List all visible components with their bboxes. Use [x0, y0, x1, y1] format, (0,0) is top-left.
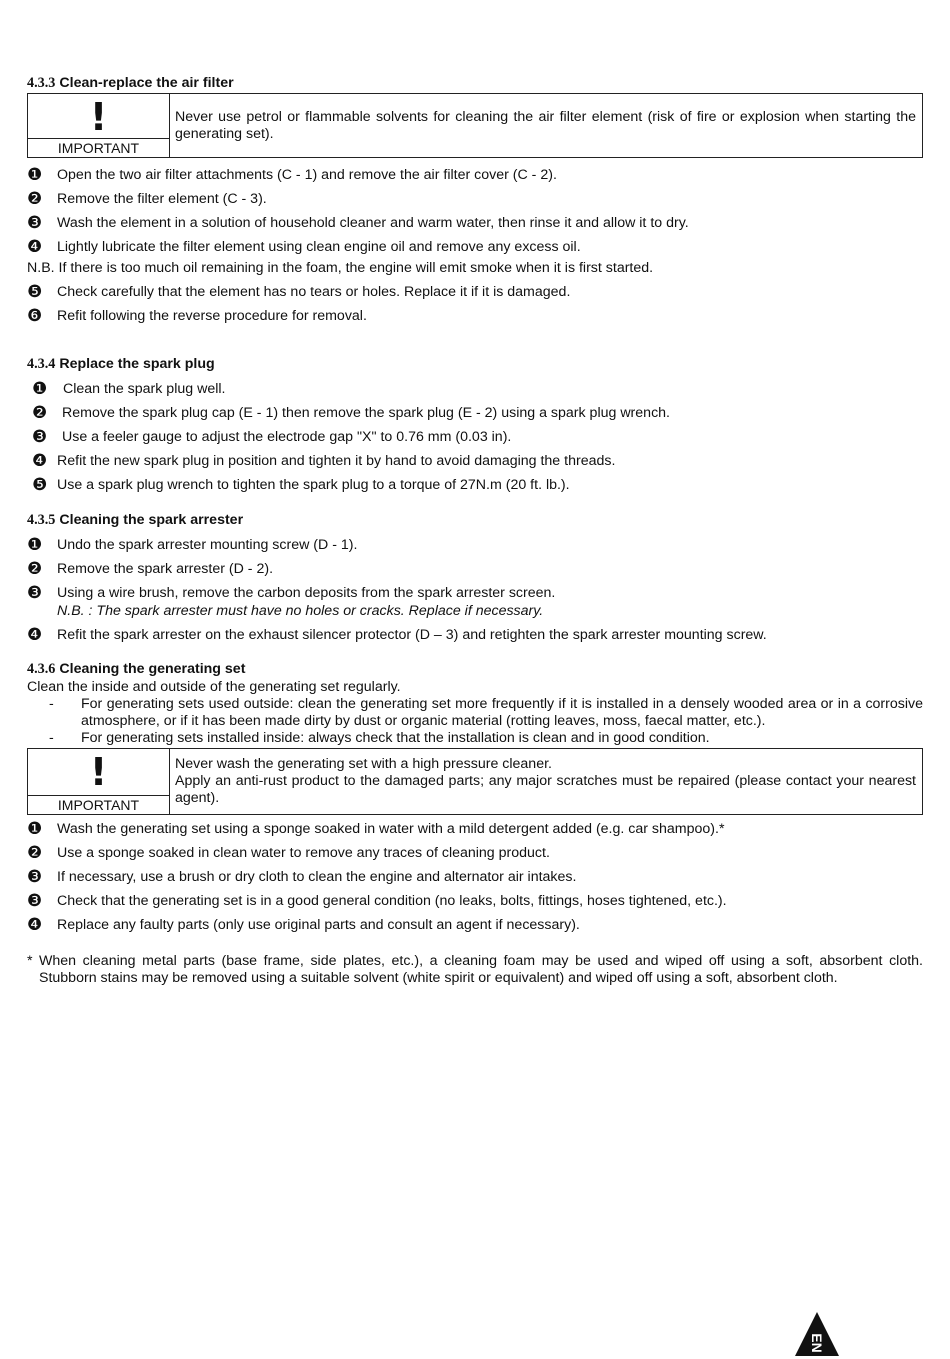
step-text: Use a feeler gauge to adjust the electrode gap "X" to 0.76 mm (0.03 in).	[62, 429, 512, 445]
language-badge-icon	[793, 1310, 841, 1358]
step-number-icon: ❹	[27, 237, 43, 257]
step-item	[27, 283, 923, 307]
step-text: Clean the spark plug well.	[63, 381, 226, 397]
step-text: Remove the spark plug cap (E - 1) then remove the spark plug (E - 2) using a spark plug wrench.	[62, 405, 670, 421]
section-body-4-3-6	[27, 679, 923, 747]
step-number-icon: ❸	[32, 427, 48, 447]
step-number-icon: ❶	[27, 819, 43, 839]
step-text: If necessary, use a brush or dry cloth to clean the engine and alternator air intakes.	[57, 869, 577, 885]
step-text: Refit the new spark plug in position and tighten it by hand to avoid damaging the threads.	[57, 453, 616, 469]
step-item	[27, 214, 923, 238]
note-text: N.B. : The spark arrester must have no holes or cracks. Replace if necessary.	[57, 603, 544, 619]
step-text: Check that the generating set is in a good general condition (no leaks, bolts, fittings, hoses tightened, etc.).	[57, 893, 727, 909]
step-text: Replace any faulty parts (only use original parts and consult an agent if necessary).	[57, 917, 580, 933]
step-number-icon: ❺	[27, 282, 43, 302]
section-number: 4.3.4	[27, 356, 56, 372]
step-text: Undo the spark arrester mounting screw (D - 1).	[57, 537, 358, 553]
step-item	[27, 476, 923, 500]
step-text: Refit following the reverse procedure for removal.	[57, 308, 367, 324]
section-title: Cleaning the generating set	[59, 661, 246, 677]
steps-list-4-3-3	[27, 166, 923, 331]
exclamation-icon: !	[89, 95, 108, 139]
step-item	[27, 892, 923, 916]
section-number: 4.3.6	[27, 661, 56, 677]
step-number-icon: ❸	[27, 891, 43, 911]
step-number-icon: ❷	[27, 559, 43, 579]
steps-list-4-3-5	[27, 536, 923, 650]
bullet-item	[27, 730, 923, 747]
badge-text: EN	[809, 1333, 825, 1353]
section-heading-4-3-4	[27, 355, 923, 374]
step-text: Use a spark plug wrench to tighten the spark plug to a torque of 27N.m (20 ft. lb.).	[57, 477, 570, 493]
step-item	[27, 536, 923, 560]
warning-label-cell	[28, 94, 170, 157]
step-text: Lightly lubricate the filter element using clean engine oil and remove any excess oil.	[57, 239, 581, 255]
step-text: Open the two air filter attachments (C - 1) and remove the air filter cover (C - 2).	[57, 167, 557, 183]
note-text: N.B. If there is too much oil remaining in the foam, the engine will emit smoke when it is first started.	[27, 260, 654, 276]
step-item	[27, 190, 923, 214]
section-number: 4.3.5	[27, 512, 56, 528]
step-text: Remove the spark arrester (D - 2).	[57, 561, 274, 577]
dash-marker: -	[49, 696, 54, 712]
important-label: IMPORTANT	[28, 795, 169, 814]
section-heading-4-3-3	[27, 74, 923, 93]
intro-text: Clean the inside and outside of the generating set regularly.	[27, 679, 401, 695]
step-number-icon: ❹	[27, 625, 43, 645]
step-item	[27, 868, 923, 892]
warning-line: Never wash the generating set with a high pressure cleaner.	[175, 756, 552, 772]
step-item	[27, 452, 923, 476]
step-number-icon: ❸	[27, 867, 43, 887]
bullet-text: For generating sets used outside: clean the generating set more frequently if it is installed in a densely wooded area or in a corrosive atmosphere, or if it has been made dirty by dust or organic material (rotting leaves, moss, faecal matter, etc.).	[81, 696, 923, 729]
exclamation-icon: !	[89, 750, 108, 794]
warning-label-cell	[28, 749, 170, 814]
step-number-icon: ❻	[27, 306, 43, 326]
warning-line: Apply an anti-rust product to the damaged parts; any major scratches must be repaired (please contact your nearest agent).	[175, 773, 916, 806]
section-title: Cleaning the spark arrester	[59, 512, 244, 528]
section-number: 4.3.3	[27, 75, 56, 91]
footnote-mark: *	[27, 953, 33, 969]
section-heading-4-3-5	[27, 511, 923, 530]
step-item	[27, 238, 923, 259]
step-number-icon: ❹	[27, 915, 43, 935]
step-item	[27, 404, 923, 428]
steps-list-4-3-6	[27, 820, 923, 940]
step-item	[27, 584, 923, 626]
step-text: Using a wire brush, remove the carbon deposits from the spark arrester screen.	[57, 585, 556, 601]
step-number-icon: ❶	[27, 535, 43, 555]
step-item	[27, 844, 923, 868]
step-text-group	[57, 584, 555, 620]
step-number-icon: ❷	[32, 403, 48, 423]
step-item	[27, 916, 923, 940]
step-item	[27, 380, 923, 404]
step-item	[27, 820, 923, 844]
warning-text	[170, 749, 922, 814]
important-label: IMPORTANT	[28, 138, 169, 157]
step-text: Use a sponge soaked in clean water to remove any traces of cleaning product.	[57, 845, 550, 861]
step-number-icon: ❹	[32, 451, 48, 471]
step-text: Refit the spark arrester on the exhaust silencer protector (D – 3) and retighten the spark arrester mounting screw.	[57, 627, 767, 643]
step-item	[27, 428, 923, 452]
step-number-icon: ❸	[27, 213, 43, 233]
steps-list-4-3-4	[27, 380, 923, 500]
bullet-text: For generating sets installed inside: always check that the installation is clean and in good condition.	[81, 730, 710, 746]
step-text: Check carefully that the element has no tears or holes. Replace it if it is damaged.	[57, 284, 571, 300]
step-text: Wash the generating set using a sponge soaked in water with a mild detergent added (e.g. car shampoo).*	[57, 821, 725, 837]
step-number-icon: ❶	[32, 379, 48, 399]
step-number-icon: ❶	[27, 165, 43, 185]
step-item	[27, 307, 923, 331]
important-warning-box	[27, 93, 923, 158]
step-item	[27, 560, 923, 584]
footnote	[27, 953, 923, 987]
step-text: Remove the filter element (C - 3).	[57, 191, 267, 207]
step-number-icon: ❷	[27, 189, 43, 209]
important-warning-box	[27, 748, 923, 815]
step-text: Wash the element in a solution of household cleaner and warm water, then rinse it and allow it to dry.	[57, 215, 689, 231]
section-title: Replace the spark plug	[59, 356, 215, 372]
bullet-item	[27, 696, 923, 730]
step-item	[27, 166, 923, 190]
step-number-icon: ❷	[27, 843, 43, 863]
warning-text: Never use petrol or flammable solvents for cleaning the air filter element (risk of fire or explosion when starting the generating set).	[175, 109, 916, 142]
section-title: Clean-replace the air filter	[59, 75, 234, 91]
step-number-icon: ❺	[32, 475, 48, 495]
dash-marker: -	[49, 730, 54, 746]
footnote-text: When cleaning metal parts (base frame, side plates, etc.), a cleaning foam may be used and wiped off using a soft, absorbent cloth. Stubborn stains may be removed using a suitable solvent (white spirit or equivalent) and wiped off using a soft, absorbent cloth.	[39, 953, 923, 986]
step-number-icon: ❸	[27, 583, 43, 603]
section-heading-4-3-6	[27, 660, 923, 679]
step-item	[27, 626, 923, 650]
